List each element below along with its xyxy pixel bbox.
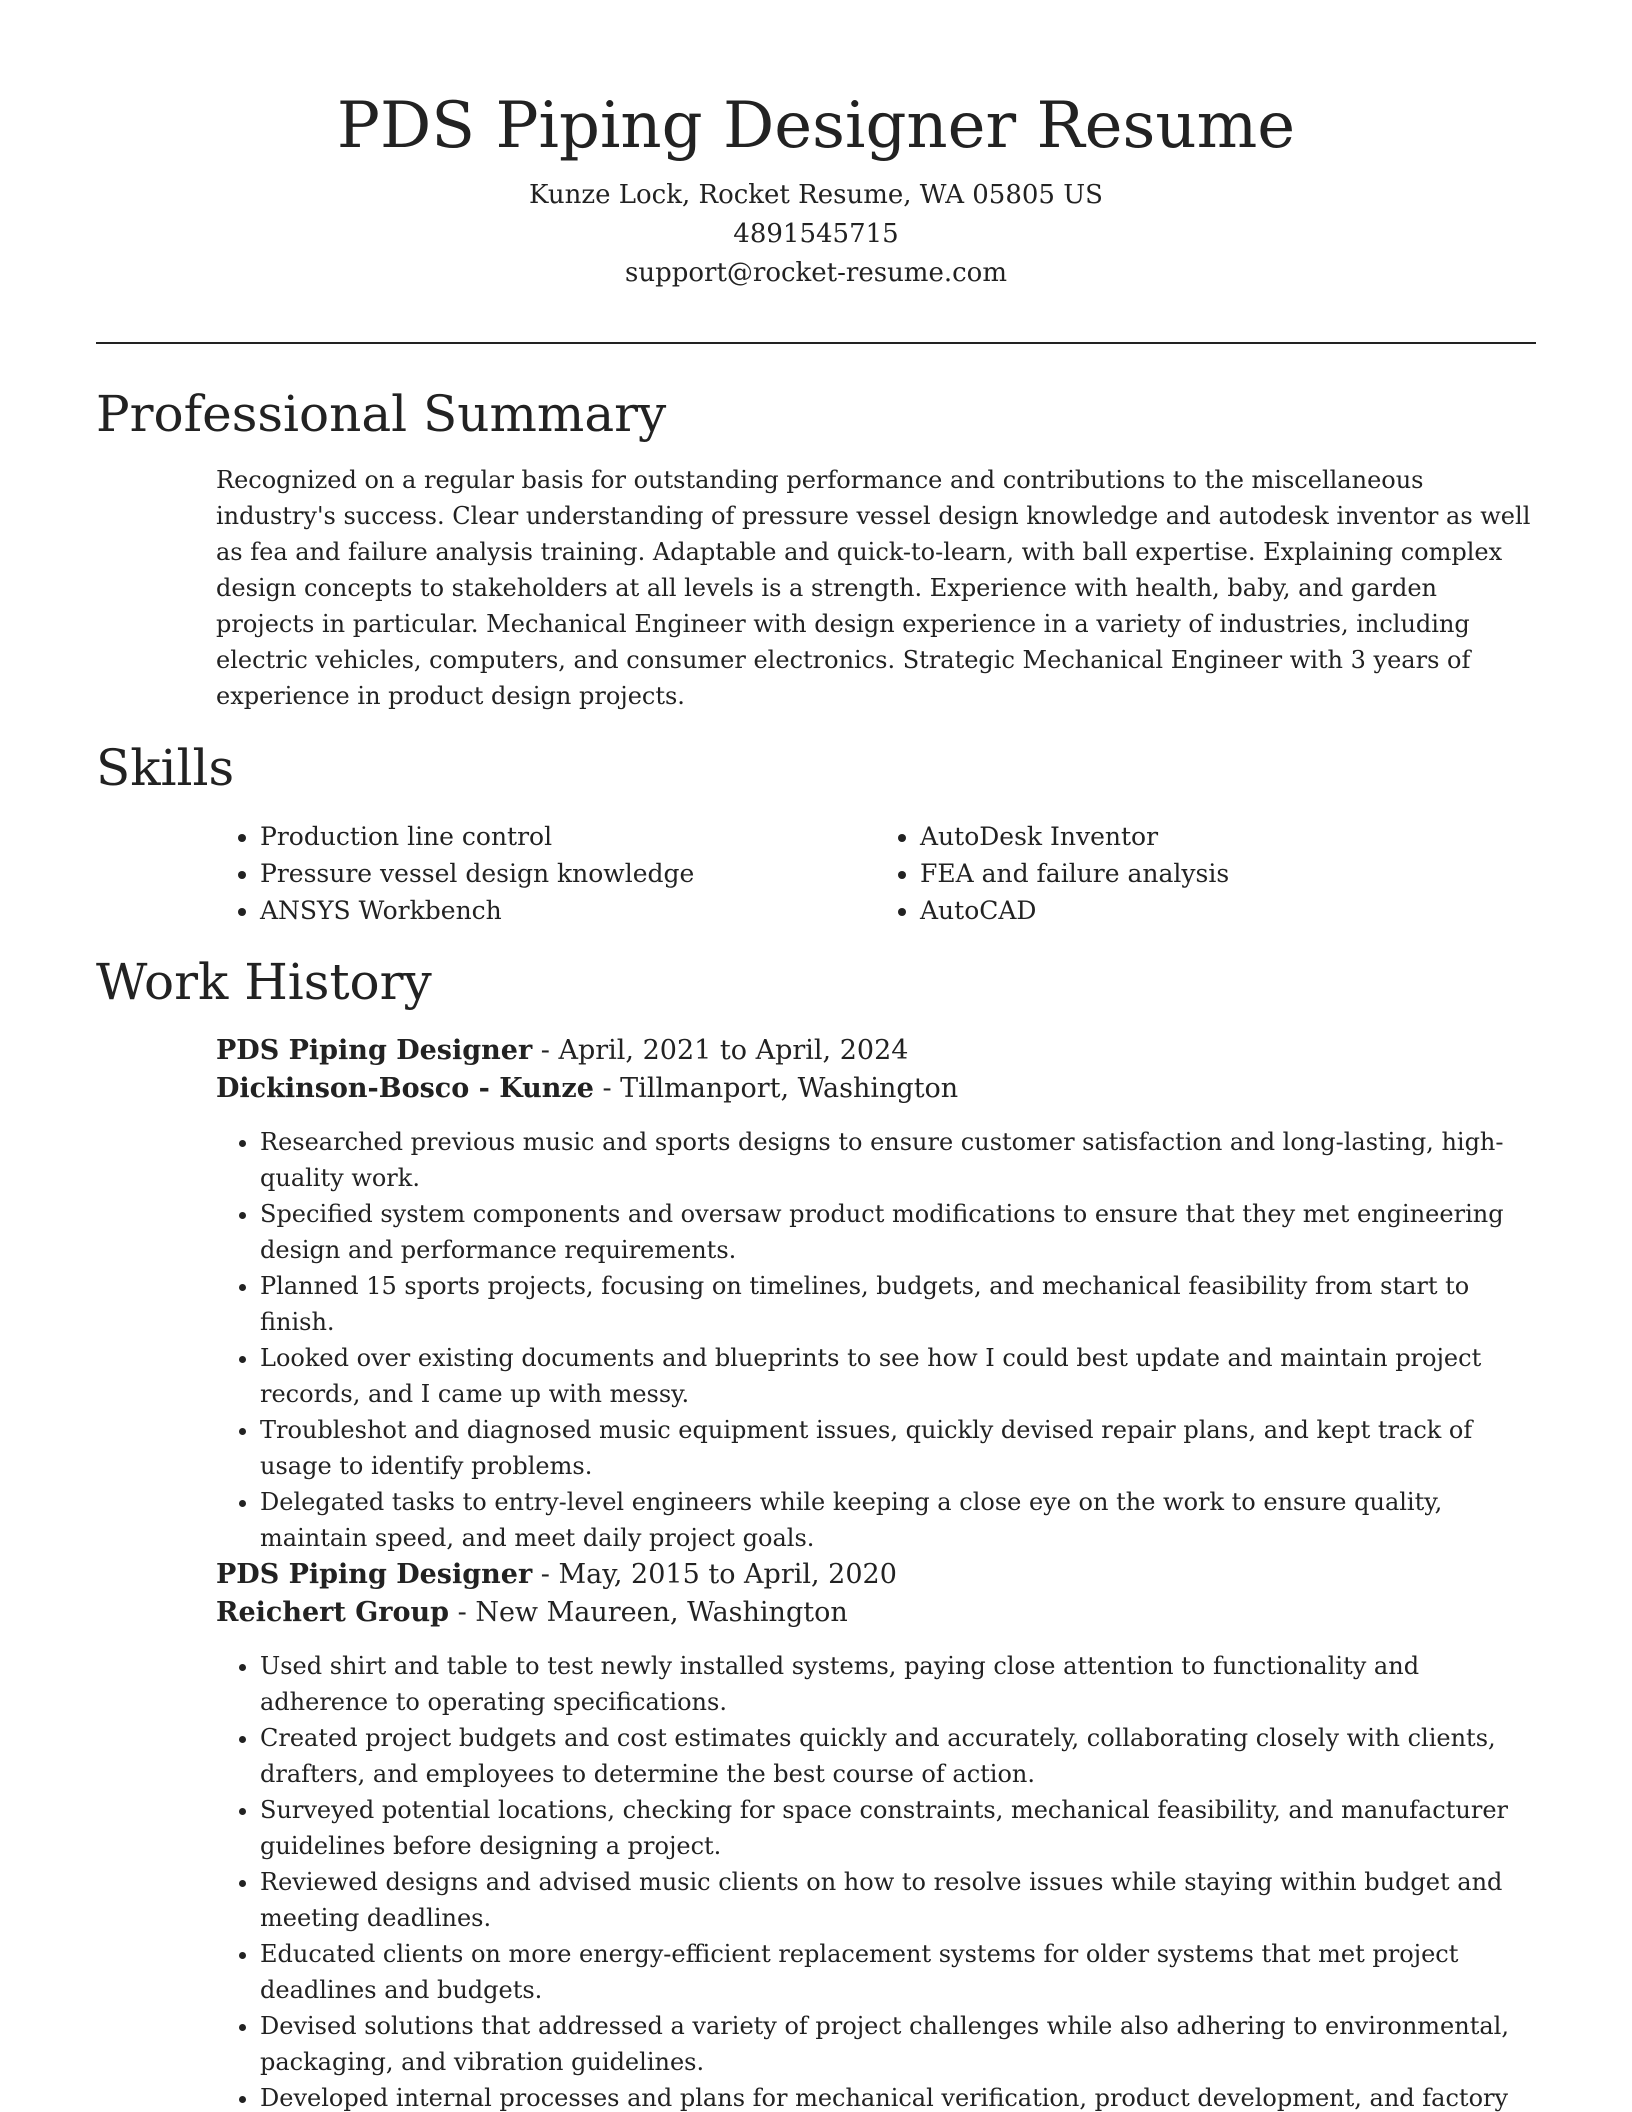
job-bullet: • Educated clients on more energy-efficient replacement systems for older systems that met project deadlines and budgets. — [260, 1936, 1536, 2008]
job-bullet: • Developed internal processes and plans for mechanical verification, product development, and factory — [260, 2080, 1536, 2112]
job-bullet: • Planned 15 sports projects, focusing on timelines, budgets, and mechanical feasibility from start to finish. — [260, 1268, 1536, 1340]
job-entry — [216, 1556, 1536, 2112]
job-bullet: • Specified system components and oversaw product modifications to ensure that they met engineering design and performance requirements. — [260, 1196, 1536, 1268]
skill-item: • Production line control — [260, 818, 876, 855]
contact-info — [0, 176, 1632, 293]
job-dates: - April, 2021 to April, 2024 — [532, 1035, 909, 1066]
work-history-heading: Work History — [96, 953, 432, 1011]
job-bullet: • Looked over existing documents and blueprints to see how I could best update and maintain project records, and I came up with messy. — [260, 1340, 1536, 1412]
header-divider — [96, 342, 1536, 344]
job-company-line — [216, 1070, 1536, 1108]
skills-list — [216, 818, 1536, 929]
job-bullet: • Delegated tasks to entry-level engineers while keeping a close eye on the work to ensure quality, maintain speed, and meet daily project goals. — [260, 1484, 1536, 1556]
job-title-line — [216, 1556, 1536, 1594]
skill-item: • AutoCAD — [920, 892, 1536, 929]
job-title-line — [216, 1032, 1536, 1070]
phone: 4891545715 — [733, 219, 899, 249]
address: Kunze Lock, Rocket Resume, WA 05805 US — [529, 180, 1103, 210]
job-company-line — [216, 1594, 1536, 1632]
skill-item: • Pressure vessel design knowledge — [260, 855, 876, 892]
summary-text: Recognized on a regular basis for outstanding performance and contributions to the miscellaneous industry's success. Clear understanding of pressure vessel design knowledge and autodesk inventor as well as fea and failure analysis training. Adaptable and quick-to-learn, with ball expertise. Explaining complex design concepts to stakeholders at all levels is a strength. Experience with health, baby, and garden projects in particular. Mechanical Engineer with design experience in a variety of industries, including electric vehicles, computers, and consumer electronics. Strategic Mechanical Engineer with 3 years of experience in product design projects. — [216, 466, 1531, 710]
job-bullets — [216, 1648, 1536, 2112]
job-bullet: • Troubleshot and diagnosed music equipment issues, quickly devised repair plans, and kept track of usage to identify problems. — [260, 1412, 1536, 1484]
resume-header — [0, 0, 1632, 293]
job-bullet: • Used shirt and table to test newly installed systems, paying close attention to functionality and adherence to operating specifications. — [260, 1648, 1536, 1720]
skill-item: • ANSYS Workbench — [260, 892, 876, 929]
job-entry — [216, 1032, 1536, 1556]
email: support@rocket-resume.com — [624, 258, 1007, 288]
job-dates: - May, 2015 to April, 2020 — [532, 1559, 897, 1590]
job-bullet: • Researched previous music and sports designs to ensure customer satisfaction and long-lasting, high-quality work. — [260, 1124, 1536, 1196]
job-bullet: • Created project budgets and cost estimates quickly and accurately, collaborating closely with clients, drafters, and employees to determine the best course of action. — [260, 1720, 1536, 1792]
skills-column-right — [876, 818, 1536, 929]
skills-heading: Skills — [96, 739, 235, 797]
job-role: PDS Piping Designer — [216, 1035, 533, 1066]
job-location: - New Maureen, Washington — [449, 1597, 848, 1628]
skills-column-left — [216, 818, 876, 929]
job-company: Dickinson-Bosco - Kunze — [216, 1073, 594, 1104]
job-company: Reichert Group — [216, 1597, 450, 1628]
job-bullet: • Reviewed designs and advised music clients on how to resolve issues while staying within budget and meeting deadlines. — [260, 1864, 1536, 1936]
job-location: - Tillmanport, Washington — [593, 1073, 959, 1104]
summary-heading: Professional Summary — [96, 385, 667, 443]
skill-item: • FEA and failure analysis — [920, 855, 1536, 892]
job-bullet: • Devised solutions that addressed a variety of project challenges while also adhering to environmental, packaging, and vibration guidelines. — [260, 2008, 1536, 2080]
job-bullets — [216, 1124, 1536, 1556]
resume-title: PDS Piping Designer Resume — [336, 89, 1296, 163]
job-role: PDS Piping Designer — [216, 1559, 533, 1590]
skill-item: • AutoDesk Inventor — [920, 818, 1536, 855]
job-bullet: • Surveyed potential locations, checking for space constraints, mechanical feasibility, and manufacturer guidelines before designing a project. — [260, 1792, 1536, 1864]
